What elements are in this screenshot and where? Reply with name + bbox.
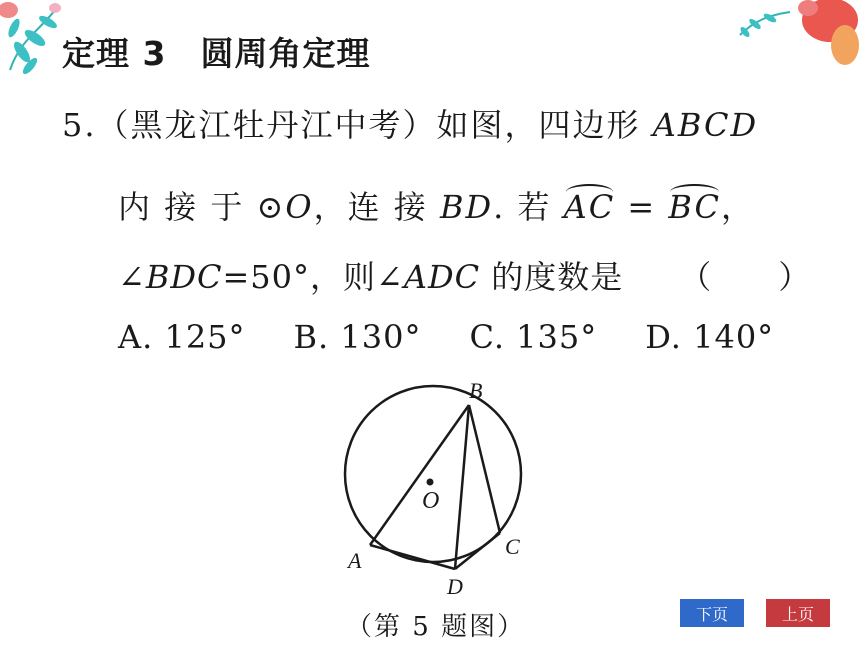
option-label: D. [645,318,682,356]
option-value: 130° [340,318,422,356]
label-o: O [422,488,440,514]
circle-o [345,386,521,562]
question-line-3 [118,252,811,298]
angle-adc: ADC [403,258,481,296]
section-title [62,28,370,75]
label-d: D [447,574,463,599]
option-label: A. [118,318,154,356]
question-text: ，连 接 [313,188,440,226]
segment-dc [455,533,500,569]
prev-page-button[interactable]: 上页 [766,599,830,627]
question-text: 的度数是 [480,258,624,296]
segment-ab [370,405,469,545]
arc-ac: AC [563,188,616,226]
question-line-1 [62,100,758,146]
option-b[interactable] [294,318,422,356]
option-label: C. [469,318,505,356]
angle-symbol: ∠ [118,258,146,296]
question-text: =50°，则∠ [222,258,404,296]
label-a: A [348,548,362,573]
segment-bd [455,405,469,569]
center-dot [427,479,434,486]
segment-bc [469,405,500,533]
segment-ad [370,545,455,569]
geometry-figure [330,372,550,607]
option-value: 135° [516,318,598,356]
question-text: . 若 [493,188,564,226]
question-text: ， [720,188,755,226]
question-text: 内 接 于 ⊙ [118,188,286,226]
quad-name: ABCD [652,106,759,144]
equals-sign: = [615,188,669,226]
option-value: 125° [164,318,246,356]
option-a[interactable] [118,318,246,356]
theorem-label: 定理 3 [62,34,167,73]
option-value: 140° [693,318,775,356]
figure-caption: （第 5 题图） [346,612,526,642]
options-row [118,318,822,356]
decorative-flowers-top-right [720,0,860,70]
arc-bc: BC [668,188,721,226]
label-c: C [505,534,520,559]
angle-bdc: BDC [145,258,223,296]
question-text: 如图，四边形 [436,106,653,144]
option-c[interactable] [469,318,597,356]
answer-blank: （ ） [679,258,812,296]
option-d[interactable] [645,318,774,356]
next-page-button[interactable]: 下页 [680,599,744,627]
label-b: B [469,378,483,403]
option-label: B. [293,318,330,356]
question-line-2 [118,182,755,228]
chord-name: BD [439,188,494,226]
question-source: （黑龙江牡丹江中考） [96,106,437,144]
theorem-title: 圆周角定理 [200,34,371,73]
question-number: 5. [62,106,97,144]
circle-name: O [285,188,314,226]
